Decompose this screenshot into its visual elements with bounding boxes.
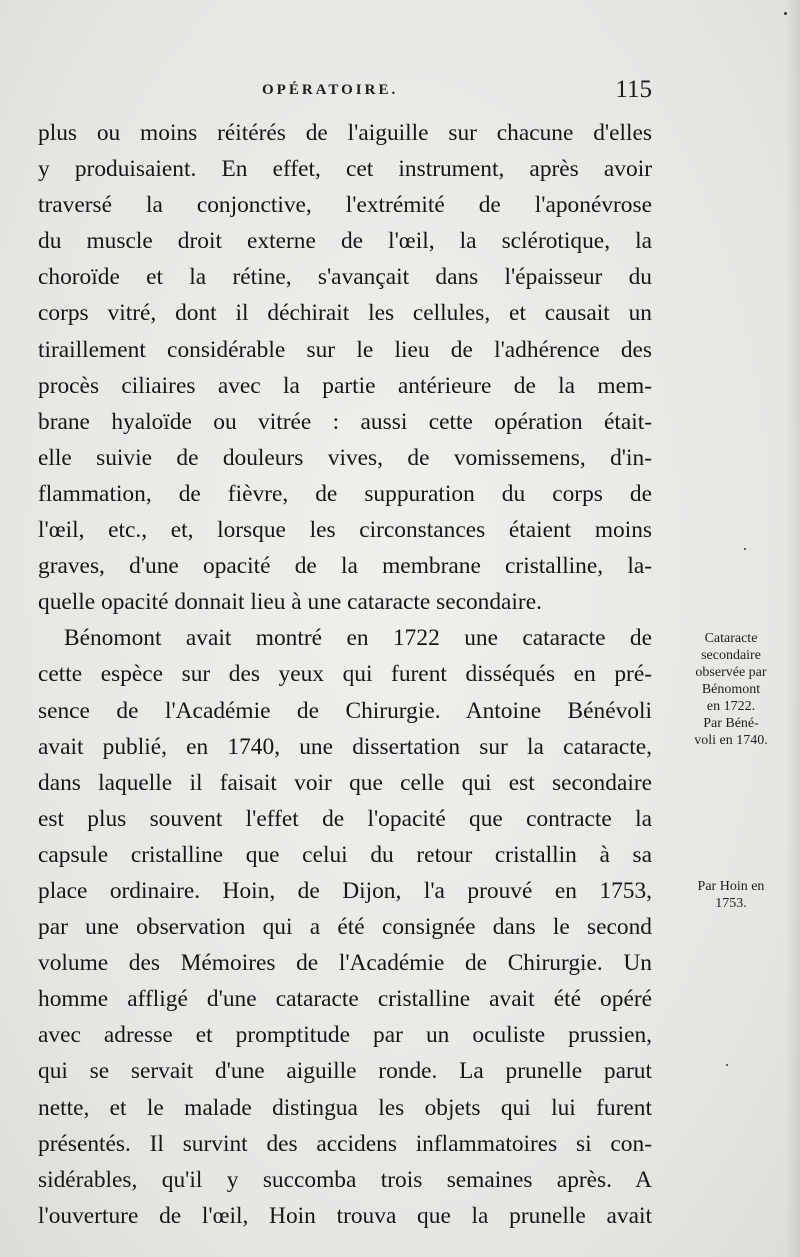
ink-speck — [726, 1064, 728, 1066]
text-line: sence de l'Académie de Chirurgie. Antoine Bénévoli — [38, 697, 652, 724]
text-line: y produisaient. En effet, cet instrument, après avoir — [38, 156, 652, 183]
text-line: traversé la conjonctive, l'extrémité de l'aponévrose — [38, 192, 652, 219]
margin-note-line: voli en 1740. — [694, 733, 768, 748]
margin-note-line: Par Béné- — [703, 716, 759, 731]
page-edge-shadow — [786, 0, 800, 1257]
margin-note-line: Cataracte — [704, 631, 758, 646]
text-line: nette, et le malade distingua les objets qui lui furent — [38, 1094, 652, 1121]
text-line: dans laquelle il faisait voir que celle qui est secondaire — [38, 769, 652, 796]
text-line: du muscle droit externe de l'œil, la sclérotique, la — [38, 228, 652, 255]
text-line: homme affligé d'une cataracte cristalline avait été opéré — [38, 986, 652, 1013]
ink-speck — [784, 12, 787, 15]
text-line: volume des Mémoires de l'Académie de Chirurgie. Un — [38, 950, 652, 977]
text-line: brane hyaloïde ou vitrée : aussi cette opération était- — [38, 408, 652, 435]
text-line: elle suivie de douleurs vives, de vomissemens, d'in- — [38, 444, 652, 471]
margin-note-cataracte-secondaire — [668, 630, 794, 749]
text-line: présentés. Il survint des accidens inflammatoires si con- — [38, 1130, 652, 1157]
text-line: est plus souvent l'effet de l'opacité que contracte la — [38, 805, 652, 832]
margin-note-line: 1753. — [715, 896, 747, 911]
text-line: quelle opacité donnait lieu à une cataracte secondaire. — [38, 589, 542, 616]
text-line: place ordinaire. Hoin, de Dijon, l'a prouvé en 1753, — [38, 877, 652, 904]
margin-note-line: Par Hoin en — [697, 879, 765, 894]
text-line: sidérables, qu'il y succomba trois semaines après. A — [38, 1166, 652, 1193]
text-line: flammation, de fièvre, de suppuration du corps de — [38, 480, 652, 507]
text-line: choroïde et la rétine, s'avançait dans l'épaisseur du — [38, 264, 652, 291]
margin-note-hoin — [668, 878, 794, 912]
text-line: avait publié, en 1740, une dissertation sur la cataracte, — [38, 733, 652, 760]
page-number: 115 — [615, 76, 652, 103]
text-line: Bénomont avait montré en 1722 une cataracte de — [64, 625, 652, 652]
running-title: OPÉRATOIRE. — [262, 82, 399, 98]
text-line: par une observation qui a été consignée dans le second — [38, 914, 652, 941]
text-line: l'ouverture de l'œil, Hoin trouva que la prunelle avait — [38, 1202, 652, 1229]
margin-note-line: Bénomont — [701, 682, 761, 697]
text-line: graves, d'une opacité de la membrane cristalline, la- — [38, 553, 652, 580]
text-line: corps vitré, dont il déchirait les cellules, et causait un — [38, 300, 652, 327]
text-line: tiraillement considérable sur le lieu de l'adhérence des — [38, 336, 652, 363]
margin-note-line: observée par — [695, 665, 767, 680]
text-line: capsule cristalline que celui du retour cristallin à sa — [38, 841, 652, 868]
body-text — [38, 115, 652, 1234]
text-line: qui se servait d'une aiguille ronde. La prunelle parut — [38, 1058, 652, 1085]
text-line: l'œil, etc., et, lorsque les circonstances étaient moins — [38, 517, 652, 544]
text-line: plus ou moins réitérés de l'aiguille sur chacune d'elles — [38, 120, 652, 146]
text-line: avec adresse et promptitude par un oculiste prussien, — [38, 1022, 652, 1049]
margin-note-line: en 1722. — [706, 699, 756, 714]
margin-note-line: secondaire — [701, 648, 761, 663]
text-line: cette espèce sur des yeux qui furent disséqués en pré- — [38, 661, 652, 688]
text-line: procès ciliaires avec la partie antérieure de la mem- — [38, 372, 652, 399]
running-header — [40, 78, 652, 104]
ink-speck — [744, 548, 746, 550]
